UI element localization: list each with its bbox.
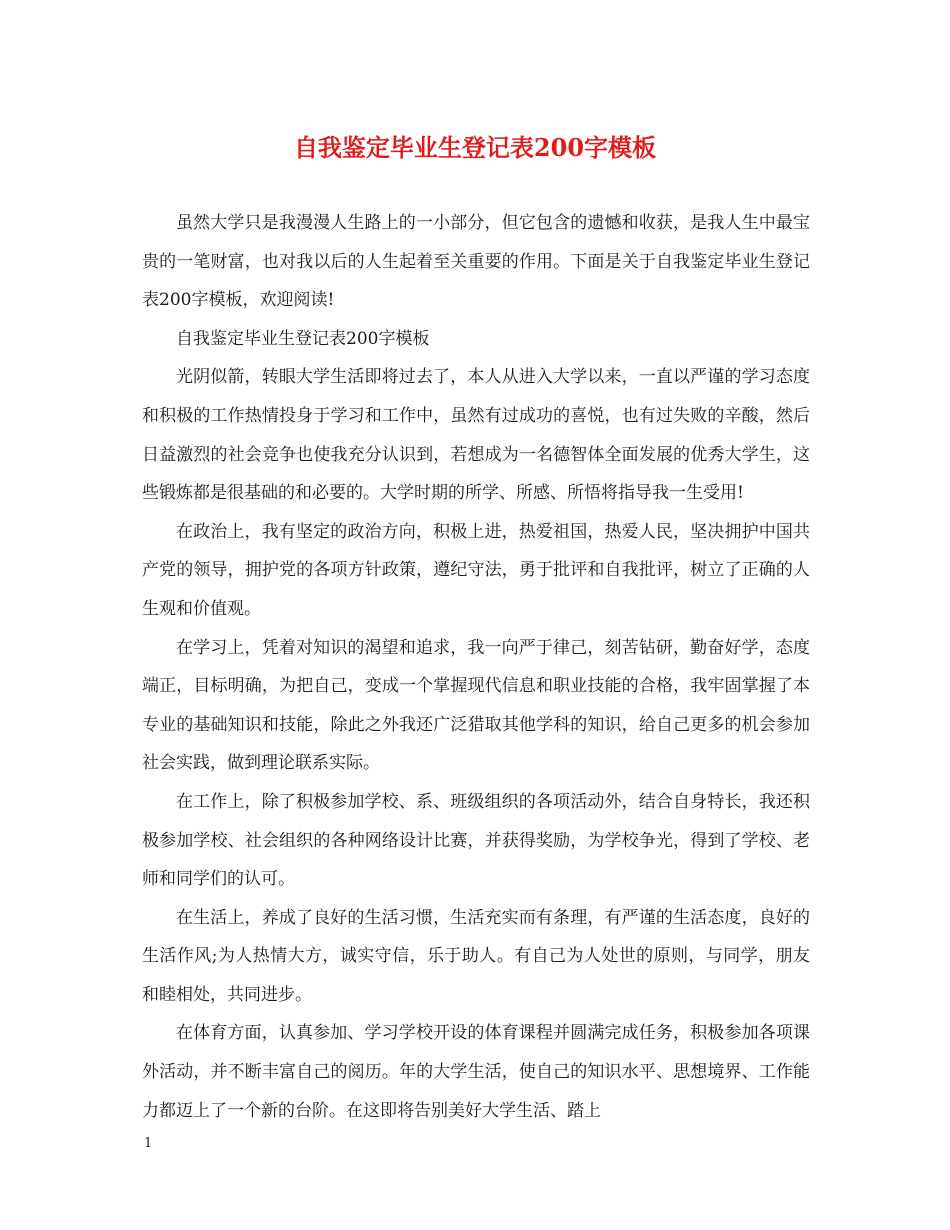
document-title: 自我鉴定毕业生登记表200字模板 — [293, 133, 657, 162]
paragraph-sports: 在体育方面，认真参加、学习学校开设的体育课程并圆满完成任务，积极参加各项课外活动，并不断丰富自己的阅历。年的大学生活，使自己的知识水平、思想境界、工作能力都迈上了一个新的台阶。在这即将告别美好大学生活、踏上 — [142, 1023, 810, 1121]
document-body — [142, 204, 810, 1130]
page-number: 1 — [144, 1136, 153, 1151]
subtitle-paragraph: 自我鉴定毕业生登记表200字模板 — [176, 328, 430, 349]
paragraph-work: 在工作上，除了积极参加学校、系、班级组织的各项活动外，结合自身特长，我还积极参加学校、社会组织的各种网络设计比赛，并获得奖励，为学校争光，得到了学校、老师和同学们的认可。 — [142, 791, 810, 890]
paragraph-study: 在学习上，凭着对知识的渴望和追求，我一向严于律己，刻苦钻研，勤奋好学，态度端正，目标明确，为把自己，变成一个掌握现代信息和职业技能的合格，我牢固掌握了本专业的基础知识和技能，除此之外我还广泛猎取其他学科的知识，给自己更多的机会参加社会实践，做到理论联系实际。 — [142, 637, 810, 774]
paragraph-life: 在生活上，养成了良好的生活习惯，生活充实而有条理，有严谨的生活态度，良好的生活作风;为人热情大方，诚实守信，乐于助人。有自己为人处世的原则，与同学，朋友和睦相处，共同进步。 — [142, 907, 810, 1005]
paragraph-overview: 光阴似箭，转眼大学生活即将过去了，本人从进入大学以来，一直以严谨的学习态度和积极的工作热情投身于学习和工作中，虽然有过成功的喜悦，也有过失败的辛酸，然后日益激烈的社会竞争也使我充分认识到，若想成为一名德智体全面发展的优秀大学生，这些锻炼都是很基础的和必要的。大学时期的所学、所感、所悟将指导我一生受用! — [142, 367, 810, 504]
intro-paragraph: 虽然大学只是我漫漫人生路上的一小部分，但它包含的遗憾和收获，是我人生中最宝贵的一笔财富，也对我以后的人生起着至关重要的作用。下面是关于自我鉴定毕业生登记表200字模板，欢迎阅读! — [142, 213, 810, 311]
paragraph-politics: 在政治上，我有坚定的政治方向，积极上进，热爱祖国，热爱人民，坚决拥护中国共产党的领导，拥护党的各项方针政策，遵纪守法，勇于批评和自我批评，树立了正确的人生观和价值观。 — [142, 521, 810, 619]
